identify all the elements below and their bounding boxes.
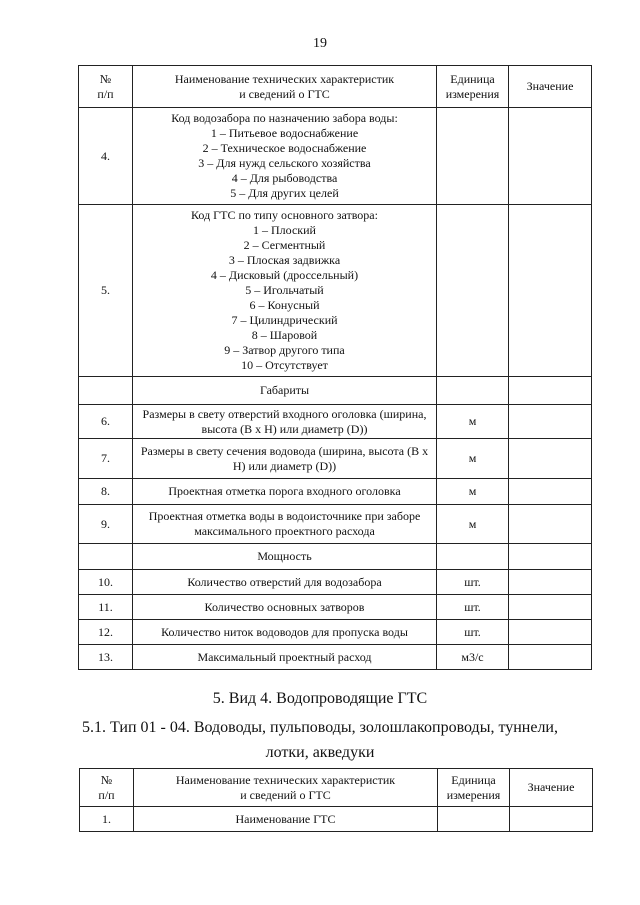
row-value xyxy=(509,205,592,377)
section-num xyxy=(79,377,133,405)
list-item: 10 – Отсутствует xyxy=(241,358,328,372)
header-name: Наименование технических характеристик и сведений о ГТС xyxy=(134,769,438,807)
list-item: 5 – Игольчатый xyxy=(245,283,324,297)
section-num xyxy=(79,544,133,570)
page-number: 19 xyxy=(313,36,327,51)
list-item: 5 – Для других целей xyxy=(230,186,339,200)
row-name: Размеры в свету отверстий входного оголовка (ширина, высота (В х Н) или диаметр (D)) xyxy=(133,405,437,439)
row-name xyxy=(133,205,437,377)
section-value xyxy=(509,377,592,405)
row-value xyxy=(509,645,592,670)
row-name: Количество основных затворов xyxy=(133,595,437,620)
table-row xyxy=(79,595,592,620)
table-header-row xyxy=(79,66,592,108)
row-num: 6. xyxy=(79,405,133,439)
section-title: Мощность xyxy=(133,544,437,570)
characteristics-table-conduits xyxy=(79,768,593,832)
row-name: Количество ниток водоводов для пропуска воды xyxy=(133,620,437,645)
row-name: Проектная отметка порога входного оголовка xyxy=(133,479,437,505)
row-name xyxy=(133,108,437,205)
list-item: 7 – Цилиндрический xyxy=(231,313,338,327)
row-unit: м xyxy=(437,479,509,505)
row-unit: м xyxy=(437,505,509,544)
list-item: 6 – Конусный xyxy=(249,298,320,312)
section-heading-view: 5. Вид 4. Водопроводящие ГТС xyxy=(212,690,428,707)
list-item: 1 – Плоский xyxy=(253,223,316,237)
row-unit: шт. xyxy=(437,595,509,620)
characteristics-table-intake xyxy=(78,65,592,670)
table-row xyxy=(79,570,592,595)
row-num: 1. xyxy=(80,807,134,832)
row-value xyxy=(509,620,592,645)
table-row xyxy=(79,645,592,670)
section-unit xyxy=(437,544,509,570)
list-item: 3 – Для нужд сельского хозяйства xyxy=(198,156,371,170)
row-unit: м xyxy=(437,405,509,439)
row-name: Количество отверстий для водозабора xyxy=(133,570,437,595)
table-row xyxy=(79,505,592,544)
section-heading-type: 5.1. Тип 01 - 04. Водоводы, пульповоды, золошлакопроводы, туннели, xyxy=(82,719,558,736)
table-row xyxy=(79,620,592,645)
section-heading-type-continued: лотки, акведуки xyxy=(265,744,375,761)
row-unit xyxy=(438,807,510,832)
row-value xyxy=(509,439,592,479)
row-num: 13. xyxy=(79,645,133,670)
row-num: 9. xyxy=(79,505,133,544)
row-value xyxy=(509,570,592,595)
list-item: 1 – Питьевое водоснабжение xyxy=(210,126,359,140)
row-name: Размеры в свету сечения водовода (ширина, высота (В х Н) или диаметр (D)) xyxy=(133,439,437,479)
row-value xyxy=(509,505,592,544)
row-name: Максимальный проектный расход xyxy=(133,645,437,670)
row-unit: шт. xyxy=(437,620,509,645)
header-num: № п/п xyxy=(80,769,134,807)
list-item: 2 – Техническое водоснабжение xyxy=(202,141,367,155)
list-item: 9 – Затвор другого типа xyxy=(224,343,345,357)
row-name: Проектная отметка воды в водоисточнике при заборе максимального проектного расхода xyxy=(133,505,437,544)
row-num: 7. xyxy=(79,439,133,479)
list-title: Код ГТС по типу основного затвора: xyxy=(191,208,378,222)
row-num: 4. xyxy=(79,108,133,205)
table-row xyxy=(80,807,593,832)
table-row xyxy=(79,405,592,439)
section-value xyxy=(509,544,592,570)
list-title: Код водозабора по назначению забора воды: xyxy=(171,111,398,125)
row-unit xyxy=(437,205,509,377)
header-unit: Единица измерения xyxy=(437,66,509,108)
row-num: 5. xyxy=(79,205,133,377)
row-value xyxy=(509,595,592,620)
table-row xyxy=(79,439,592,479)
header-name: Наименование технических характеристик и сведений о ГТС xyxy=(133,66,437,108)
section-row xyxy=(79,377,592,405)
header-value: Значение xyxy=(509,66,592,108)
row-unit: шт. xyxy=(437,570,509,595)
table-header-row xyxy=(80,769,593,807)
list-item: 2 – Сегментный xyxy=(243,238,326,252)
row-value xyxy=(510,807,593,832)
row-num: 8. xyxy=(79,479,133,505)
list-item: 8 – Шаровой xyxy=(251,328,318,342)
header-value: Значение xyxy=(510,769,593,807)
table-row xyxy=(79,205,592,377)
section-unit xyxy=(437,377,509,405)
list-item: 4 – Для рыбоводства xyxy=(231,171,338,185)
row-unit: м3/с xyxy=(437,645,509,670)
section-row xyxy=(79,544,592,570)
table-row xyxy=(79,479,592,505)
header-unit: Единица измерения xyxy=(438,769,510,807)
row-value xyxy=(509,405,592,439)
list-item: 3 – Плоская задвижка xyxy=(228,253,341,267)
list-item: 4 – Дисковый (дроссельный) xyxy=(210,268,359,282)
row-num: 10. xyxy=(79,570,133,595)
header-num: № п/п xyxy=(79,66,133,108)
row-num: 11. xyxy=(79,595,133,620)
row-num: 12. xyxy=(79,620,133,645)
row-unit xyxy=(437,108,509,205)
row-name: Наименование ГТС xyxy=(134,807,438,832)
table-row xyxy=(79,108,592,205)
section-title: Габариты xyxy=(133,377,437,405)
row-unit: м xyxy=(437,439,509,479)
row-value xyxy=(509,479,592,505)
row-value xyxy=(509,108,592,205)
